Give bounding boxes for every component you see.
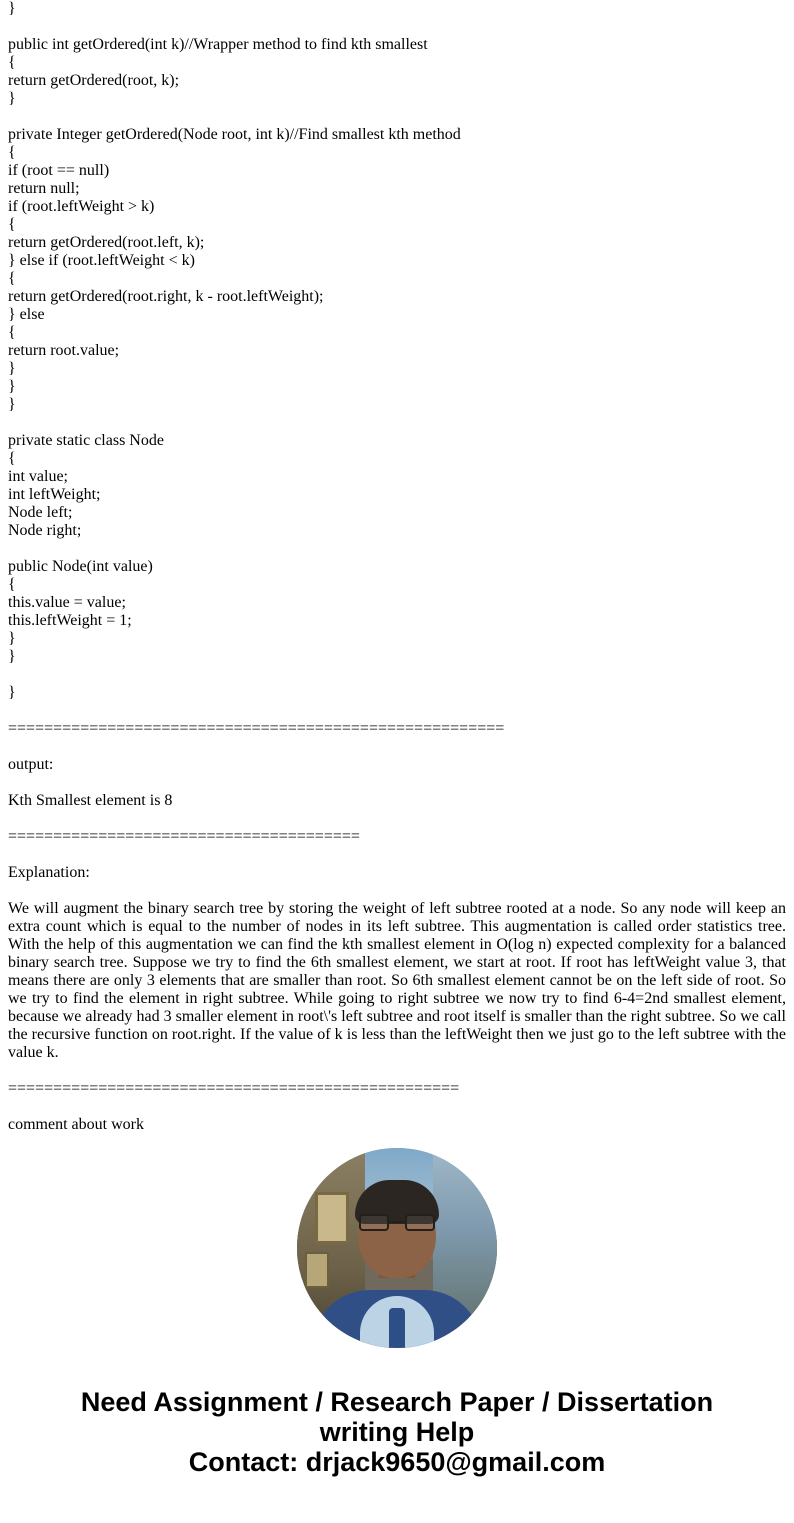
code-line: } else (8, 306, 45, 323)
code-line: public int getOrdered(int k)//Wrapper method to find kth smallest (8, 36, 428, 53)
avatar-glasses-bridge (389, 1221, 405, 1223)
footer-line-1: Need Assignment / Research Paper / Dissertation (80, 1387, 714, 1417)
code-line: } (8, 0, 16, 17)
code-line: { (8, 450, 16, 467)
code-line: return getOrdered(root, k); (8, 72, 180, 89)
code-line: Node left; (8, 504, 73, 521)
blank-line (8, 738, 786, 756)
blank-line (8, 1098, 786, 1116)
code-block (8, 0, 786, 702)
divider-1: ======================================================= (8, 720, 505, 737)
explanation-text: We will augment the binary search tree by storing the weight of left subtree rooted at a node. So any node will keep an extra count which is equal to the number of nodes in its left subtree. This augmentation is called order statistics tree. With the help of this augmentation we can find the kth smallest element in O(log n) expected complexity for a balanced binary search tree. Suppose we try to find the 6th smallest element, we start at root. If root has leftWeight value 3, that means there are only 3 elements that are smaller than root. So 6th smallest element cannot be on the left side of root. So we try to find the element in right subtree. While going to right subtree we now try to find 6-4=2nd smallest element, because we already had 3 smaller element in root\'s left subtree and root itself is smaller than the right subtree. So we call the recursive function on root.right. If the value of k is less than the leftWeight then we just go to the left subtree with the value k. (8, 900, 786, 1061)
code-line: Node right; (8, 522, 82, 539)
blank-line (8, 882, 786, 900)
code-line: { (8, 54, 16, 71)
code-line-blank (8, 540, 786, 558)
code-line-blank (8, 108, 786, 126)
code-line: { (8, 576, 16, 593)
blank-line (8, 810, 786, 828)
code-line: return root.value; (8, 342, 120, 359)
code-line: } else if (root.leftWeight < k) (8, 252, 195, 269)
code-line: { (8, 216, 16, 233)
blank-line (8, 846, 786, 864)
code-line: int value; (8, 468, 68, 485)
avatar-lens-left (359, 1214, 389, 1231)
code-line: } (8, 630, 16, 647)
avatar-lens-right (405, 1214, 435, 1231)
code-line: if (root == null) (8, 162, 110, 179)
footer-contact: Contact: drjack9650@gmail.com (188, 1447, 606, 1477)
blank-line (8, 774, 786, 792)
code-line: } (8, 378, 16, 395)
code-line: return null; (8, 180, 80, 197)
code-line: } (8, 648, 16, 665)
code-line: int leftWeight; (8, 486, 101, 503)
footer-line-2: writing Help (319, 1417, 475, 1447)
output-value: Kth Smallest element is 8 (8, 792, 173, 809)
code-line: { (8, 144, 16, 161)
blank-line (8, 1062, 786, 1080)
code-line: private static class Node (8, 432, 164, 449)
blank-line (8, 702, 786, 720)
code-line: { (8, 324, 16, 341)
code-line: if (root.leftWeight > k) (8, 198, 155, 215)
divider-2: ======================================= (8, 828, 360, 845)
code-line: return getOrdered(root.right, k - root.leftWeight); (8, 288, 324, 305)
avatar-tie (389, 1308, 405, 1348)
avatar-picture-frame (315, 1192, 349, 1244)
code-line-blank (8, 414, 786, 432)
code-line: return getOrdered(root.left, k); (8, 234, 205, 251)
avatar (297, 1148, 497, 1348)
code-line: this.value = value; (8, 594, 126, 611)
code-line: { (8, 270, 16, 287)
code-line: this.leftWeight = 1; (8, 612, 132, 629)
avatar-container (8, 1134, 786, 1353)
code-line: } (8, 684, 16, 701)
comment-label: comment about work (8, 1116, 144, 1133)
code-line: } (8, 396, 16, 413)
explanation-label: Explanation: (8, 864, 90, 881)
avatar-picture-frame-lower (305, 1252, 329, 1288)
divider-3: ================================================== (8, 1080, 460, 1097)
code-line: } (8, 360, 16, 377)
code-line: private Integer getOrdered(Node root, int k)//Find smallest kth method (8, 126, 461, 143)
code-line: } (8, 90, 16, 107)
avatar-glasses (359, 1214, 435, 1231)
footer-promo (8, 1353, 786, 1487)
output-label: output: (8, 756, 54, 773)
code-line-blank (8, 18, 786, 36)
code-line: public Node(int value) (8, 558, 153, 575)
code-line-blank (8, 666, 786, 684)
